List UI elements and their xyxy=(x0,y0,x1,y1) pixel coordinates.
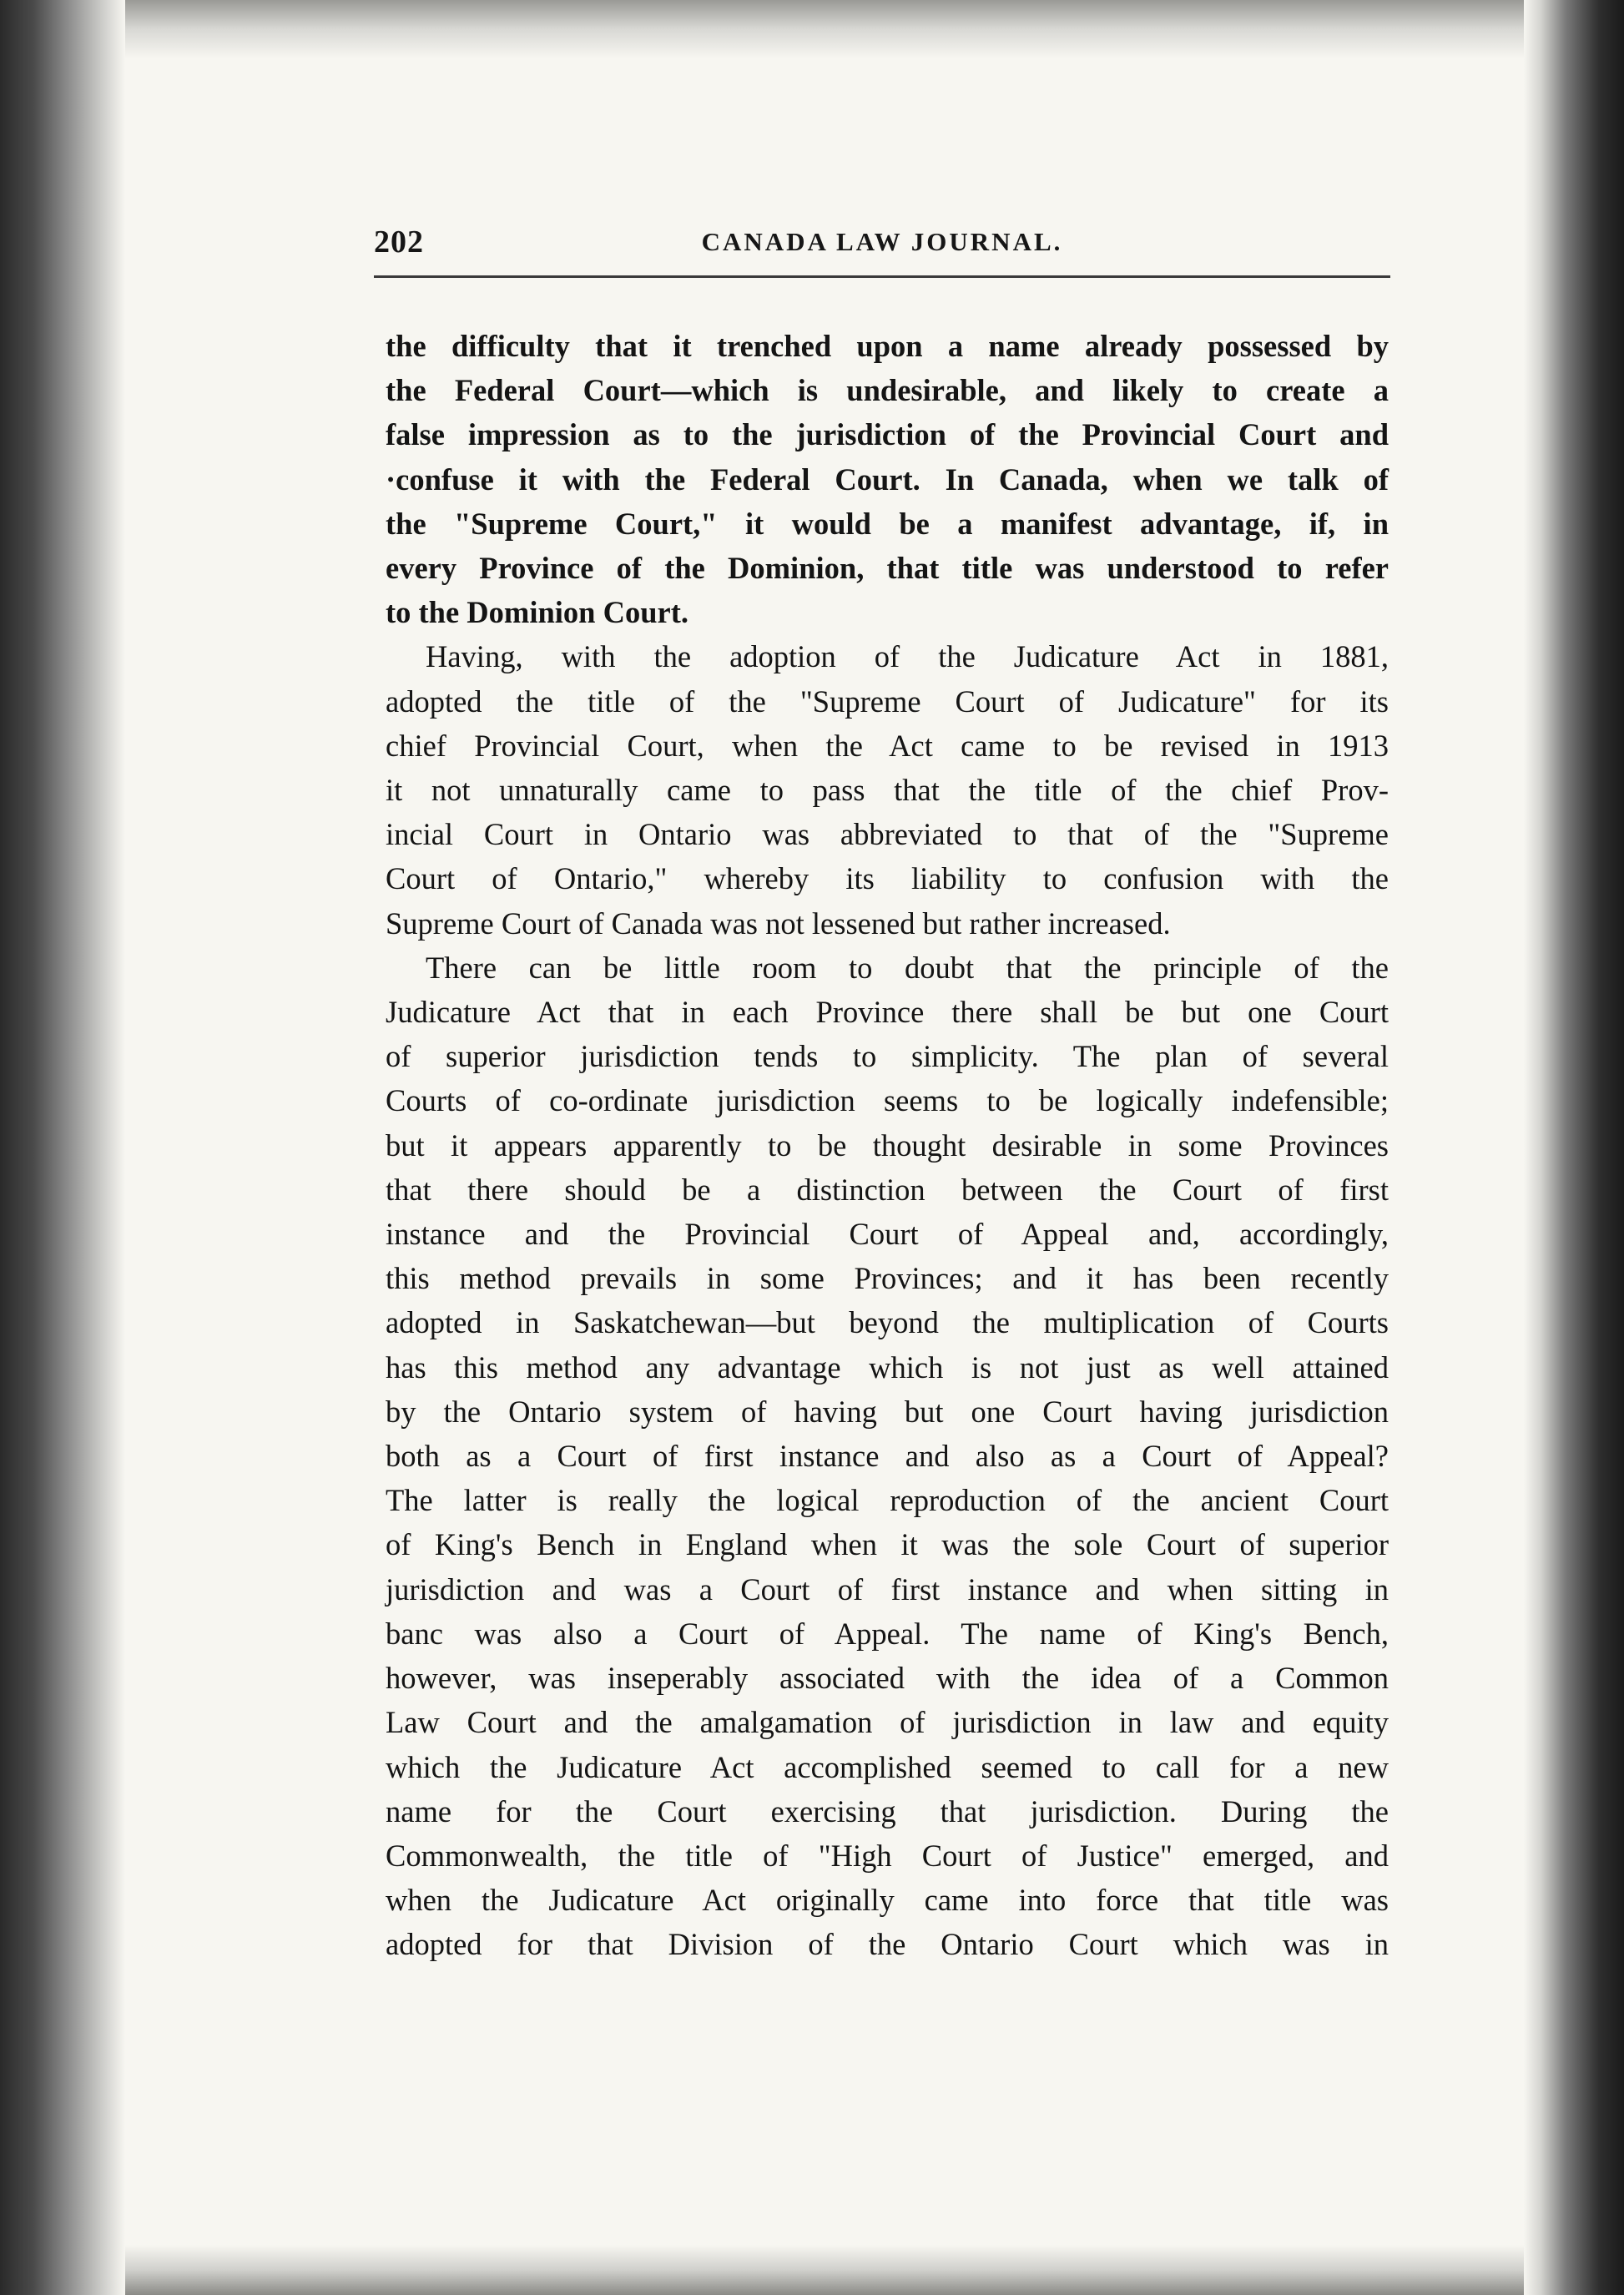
text-line: it not unnaturally came to pass that the title of the chief Prov- xyxy=(386,773,1389,808)
text-line: Commonwealth, the title of "High Court of Justice" emerged, and xyxy=(386,1838,1389,1873)
text-line: Supreme Court of Canada was not lessened but rather increased. xyxy=(386,905,1171,941)
text-line: however, was inseperably associated with the idea of a Common xyxy=(386,1661,1389,1696)
body-text xyxy=(386,324,1389,1967)
text-line: adopted the title of the "Supreme Court of Judicature" for its xyxy=(386,683,1389,719)
text-line: both as a Court of first instance and also as a Court of Appeal? xyxy=(386,1439,1389,1474)
text-line: the Federal Court—which is undesirable, and likely to create a xyxy=(386,373,1389,408)
book-binding-left xyxy=(0,0,125,2295)
text-line: chief Provincial Court, when the Act came to be revised in 1913 xyxy=(386,728,1389,763)
text-line: There can be little room to doubt that the principle of the xyxy=(426,950,1389,985)
text-line: of superior jurisdiction tends to simplicity. The plan of several xyxy=(386,1039,1389,1074)
page-top-edge xyxy=(125,0,1524,58)
text-line: the difficulty that it trenched upon a name already possessed by xyxy=(386,329,1389,363)
text-line: the "Supreme Court," it would be a manifest advantage, if, in xyxy=(386,506,1389,541)
header-rule xyxy=(374,275,1390,278)
text-line: when the Judicature Act originally came into force that title was xyxy=(386,1883,1389,1918)
text-line: every Province of the Dominion, that title was understood to refer xyxy=(386,551,1389,586)
text-line: by the Ontario system of having but one Court having jurisdiction xyxy=(386,1394,1389,1429)
text-line: adopted in Saskatchewan—but beyond the multiplication of Courts xyxy=(386,1305,1389,1340)
text-line: Law Court and the amalgamation of jurisdiction in law and equity xyxy=(386,1705,1389,1740)
page-bottom-edge xyxy=(125,2245,1524,2295)
page-number: 202 xyxy=(374,224,424,260)
text-line: false impression as to the jurisdiction of the Provincial Court and xyxy=(386,417,1389,452)
running-head xyxy=(374,224,1390,260)
text-line: name for the Court exercising that jurisdiction. During the xyxy=(386,1793,1389,1828)
text-line: to the Dominion Court. xyxy=(386,595,688,630)
text-line: ·confuse it with the Federal Court. In Canada, when we talk of xyxy=(386,462,1389,497)
text-line: has this method any advantage which is not just as well attained xyxy=(386,1349,1389,1385)
paragraph-2 xyxy=(386,634,1389,945)
text-line: this method prevails in some Provinces; and it has been recently xyxy=(386,1261,1389,1296)
text-line: adopted for that Division of the Ontario Court which was in xyxy=(386,1927,1389,1962)
text-line: incial Court in Ontario was abbreviated to that of the "Supreme xyxy=(386,817,1389,852)
text-line: Having, with the adoption of the Judicature Act in 1881, xyxy=(426,639,1389,674)
text-line: that there should be a distinction between the Court of first xyxy=(386,1172,1389,1207)
text-line: Courts of co-ordinate jurisdiction seems to be logically indefensible; xyxy=(386,1083,1389,1118)
text-line: of King's Bench in England when it was the sole Court of superior xyxy=(386,1527,1389,1562)
text-line: jurisdiction and was a Court of first instance and when sitting in xyxy=(386,1571,1389,1606)
book-binding-right xyxy=(1524,0,1624,2295)
text-line: Court of Ontario," whereby its liability to confusion with the xyxy=(386,861,1389,896)
journal-title: CANADA LAW JOURNAL. xyxy=(701,227,1063,256)
paragraph-3 xyxy=(386,946,1389,1967)
text-line: which the Judicature Act accomplished seemed to call for a new xyxy=(386,1749,1389,1784)
text-line: instance and the Provincial Court of Appeal and, accordingly, xyxy=(386,1217,1389,1252)
text-line: banc was also a Court of Appeal. The name of King's Bench, xyxy=(386,1616,1389,1651)
text-line: Judicature Act that in each Province there shall be but one Court xyxy=(386,995,1389,1030)
text-line: but it appears apparently to be thought desirable in some Provinces xyxy=(386,1127,1389,1163)
text-line: The latter is really the logical reproduction of the ancient Court xyxy=(386,1483,1389,1518)
paragraph-1 xyxy=(386,324,1389,634)
